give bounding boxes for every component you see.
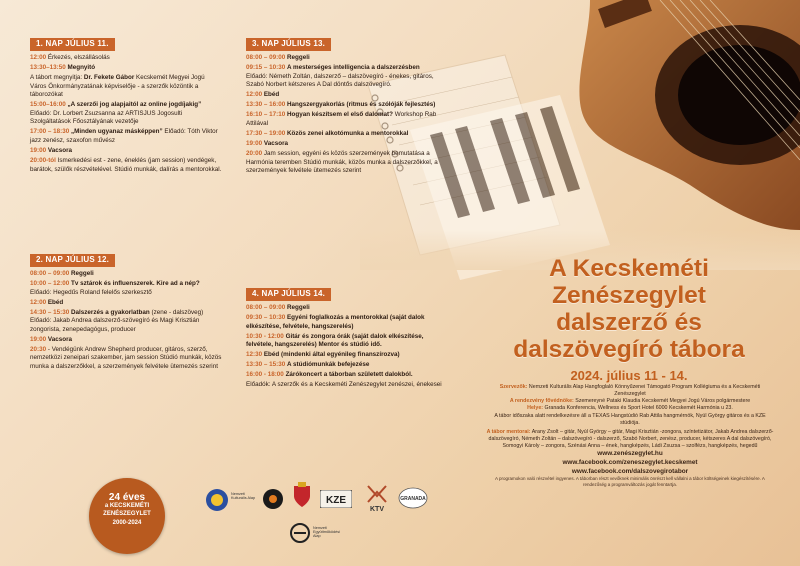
nea-logo-icon [290, 523, 310, 543]
program-item: 12:00 Érkezés, elszállásolás [30, 53, 110, 61]
organizers: Szervezők: Nemzeti Kulturális Alap Hangfoglaló Könnyűzenei Támogató Program Kollégiuma és a Kecskeméti Zenészegylet [499, 384, 761, 398]
coat-of-arms-icon [292, 482, 312, 508]
anniversary-badge [89, 478, 165, 554]
program-item: 08:00 – 09:00 Reggeli [246, 303, 310, 311]
badge-years: 2000-2024 [112, 520, 142, 526]
program-item: 19:00 Vacsora [30, 335, 73, 343]
program-item: 17:00 – 18:30 „Minden ugyanaz másképpen” Előadó: Tóth Viktor jazz zenész, szaxofon művész [30, 128, 218, 144]
program-item: 10:30 - 12:00 Gitár és zongora órák (saját dalok elkészítése, felvétele, hangszerelés) Mentor és stúdió idő. [246, 332, 424, 349]
program-item: 16:00 - 18:00 Zárókoncert a táborban született dalokból. [246, 371, 413, 379]
program-item: 10:00 – 12:00 Tv sztárok és influenszerek. Kire ad a nép? Előadó: Hegedűs Roland felelős szerkesztő [30, 279, 200, 296]
program-item: 20:00 Jam session, egyéni és közös szerzemények bemutatása a Harmónia teremben Stúdió munkák, közös munka a dalszerzőkkel, a szerzemények felvétele ütemezés szerint [246, 150, 438, 175]
program-item: 12:00 Ebéd [246, 91, 280, 99]
day3-program [246, 38, 442, 177]
website-link[interactable]: www.zenészegylet.hu [597, 450, 663, 458]
program-item: 15:00–16:00 „A szerzői jog alapjaitól az online jogdíjakig” Előadó: Dr. Lorbert Zsuzsanna az ARTISJUS Jogosulti Szolgáltatások Főosztályának vezetője [30, 101, 202, 126]
mentors: A tábor mentorai: Arany Zsolt – gitár, Nyúl György – gitár, Magi Krisztián -zongora, színtetizátor, Jakab Andrea dalszerző-dalszövegíró, Németh Zoltán – dalszövegíró - dalszerző, Szabó Norbert, zenész, producer, kétszeres A dal dalszövegíró, Somogyi Károly – zongora, Szénási Anna – ének, hangképzés, Ládi Zsuzsa – szolfézs, hangképzés, hegedű [486, 428, 774, 450]
title-line: dalszövegíró tábora [513, 335, 745, 363]
day2-program [30, 254, 222, 373]
program-item: 12:30 Ebéd (mindenki által egyénileg finanszírozva) [246, 351, 400, 359]
event-dates: 2024. július 11 - 14. [570, 367, 688, 383]
program-item: 19:00 Vacsora [30, 147, 73, 154]
program-item: 16:10 – 17:10 Hogyan készítsem el első dalomat? Workshop Rab Attilával [246, 111, 437, 127]
program-item: A tábort megnyitja: Dr. Fekete Gábor Kecskemét Megyei Jogú Város Önkormányzatának képviselője - a szerzők közöntik a táborozókat [30, 74, 205, 99]
nea-logo-text: Nemzeti Együttműködési Alap [313, 526, 341, 539]
ktv-logo-icon [364, 484, 390, 512]
facebook-link[interactable]: www.facebook.com/zeneszegylet.kecskemet [562, 458, 698, 466]
program-item: 09:30 – 10:30 Egyéni foglalkozás a mentorokkal (saját dalok elkészítése, felvétele, hangszerelés) [246, 313, 425, 330]
day1-heading: 1. NAP JÚLIUS 11. [30, 38, 115, 51]
kze-logo-icon [320, 490, 352, 508]
program-item: 13:30–13:50 Megnyitó [30, 63, 96, 71]
program-item: 12:00 Ebéd [30, 298, 64, 306]
badge-line: ZENÉSZEGYLET [103, 510, 151, 517]
program-item: 19:00 Vacsora [246, 139, 289, 147]
program-item: 09:15 – 10:30 A mesterséges intelligencia a dalszerzésben Előadó: Németh Zoltán, dalszerző – dalszövegíró - énekes, gitáros, Szabó Norbert kétszeres A Dal döntős dalszövegíró. [246, 63, 434, 89]
program-item: 17:30 – 19:00 Közös zenei alkotómunka a mentorokkal [246, 129, 409, 137]
venue: Helye: Granada Konferencia, Wellness és Sport Hotel 6000 Kecskemét Harmónia u 23. [527, 405, 733, 412]
badge-age: 24 éves [108, 492, 146, 503]
facebook-link-camp[interactable]: www.facebook.com/dalszovegirotabor [571, 467, 689, 475]
ktv-logo-text: KTV [370, 506, 384, 512]
badge-line: a KECSKEMÉTI [104, 503, 150, 509]
venue-note: A tábor időszaka alatt rendelkezésre áll a TEXAS Hangstúdió Rab Attila hangmérnök, Nyúl György gitáros és a KZE stúdiója. [494, 412, 766, 426]
title-line: A Kecskeméti [549, 255, 709, 282]
program-item: 08:00 – 09:00 Reggeli [246, 53, 310, 61]
footnote: A programokon való részvétel ingyenes. A táborban részt vevőknek minimális önrészt kell vállalni a tábor költségeinek kiegészítésére. A rendezőség a programváltozás jogát fenntartja. [495, 476, 765, 488]
title-line: Zenészegylet [552, 281, 706, 309]
granada-logo-text: GRANADA [400, 496, 426, 502]
program-item: 08:00 – 09:00 Reggeli [30, 269, 94, 277]
title-line: dalszerző és [556, 308, 702, 336]
program-item: 13:30 – 15:30 A stúdiómunkák befejezése [246, 361, 370, 369]
program-item: Előadók: A szerzők és a Kecskeméti Zenészegylet zenészei, énekesei [246, 381, 442, 389]
music-logo-icon [262, 488, 284, 510]
program-item: 20:30 - Vendégünk Andrew Shepherd producer, gitáros, szerző, nemzetközi zeneipari szakember, jam session Stúdió munkák, közös munka a dalszerzőkkel, a szerzemények felvétele ütemezés szerint [30, 345, 222, 370]
granada-logo-icon [398, 487, 428, 509]
day4-program [246, 288, 442, 391]
kze-logo-text: KZE [326, 495, 346, 506]
guitar-illustration [579, 0, 800, 230]
patron: A rendezvény fővédnöke: Szemereyné Pataki Klaudia Kecskemét Megyei Jogú Város polgármestere [509, 398, 751, 405]
day3-heading: 3. NAP JÚLIUS 13. [246, 38, 331, 51]
day1-program [30, 38, 222, 176]
day2-heading: 2. NAP JÚLIUS 12. [30, 254, 115, 267]
event-info [485, 384, 775, 488]
nka-logo-text: Nemzeti Kulturális Alap [231, 492, 256, 501]
program-item: 14:30 – 15:30 Dalszerzés a gyakorlatban (zene - dalszöveg) Előadó: Jakab Andrea dalszerző-szövegíró és Magi Krisztián zongorista, zenepedagógus, producer [30, 308, 204, 333]
program-item: 20:00-tól Ismerkedési est - zene, éneklés (jam session) vendégek, barátok, szülők részvételével. Stúdió munkák, dalírás a mentorokkal. [30, 157, 222, 173]
nka-logo-icon [205, 488, 229, 512]
day4-heading: 4. NAP JÚLIUS 14. [246, 288, 331, 301]
event-title [470, 256, 788, 383]
program-item: 13:30 – 16:00 Hangszergyakorlás (ritmus és szólóják fejlesztés) [246, 101, 436, 109]
